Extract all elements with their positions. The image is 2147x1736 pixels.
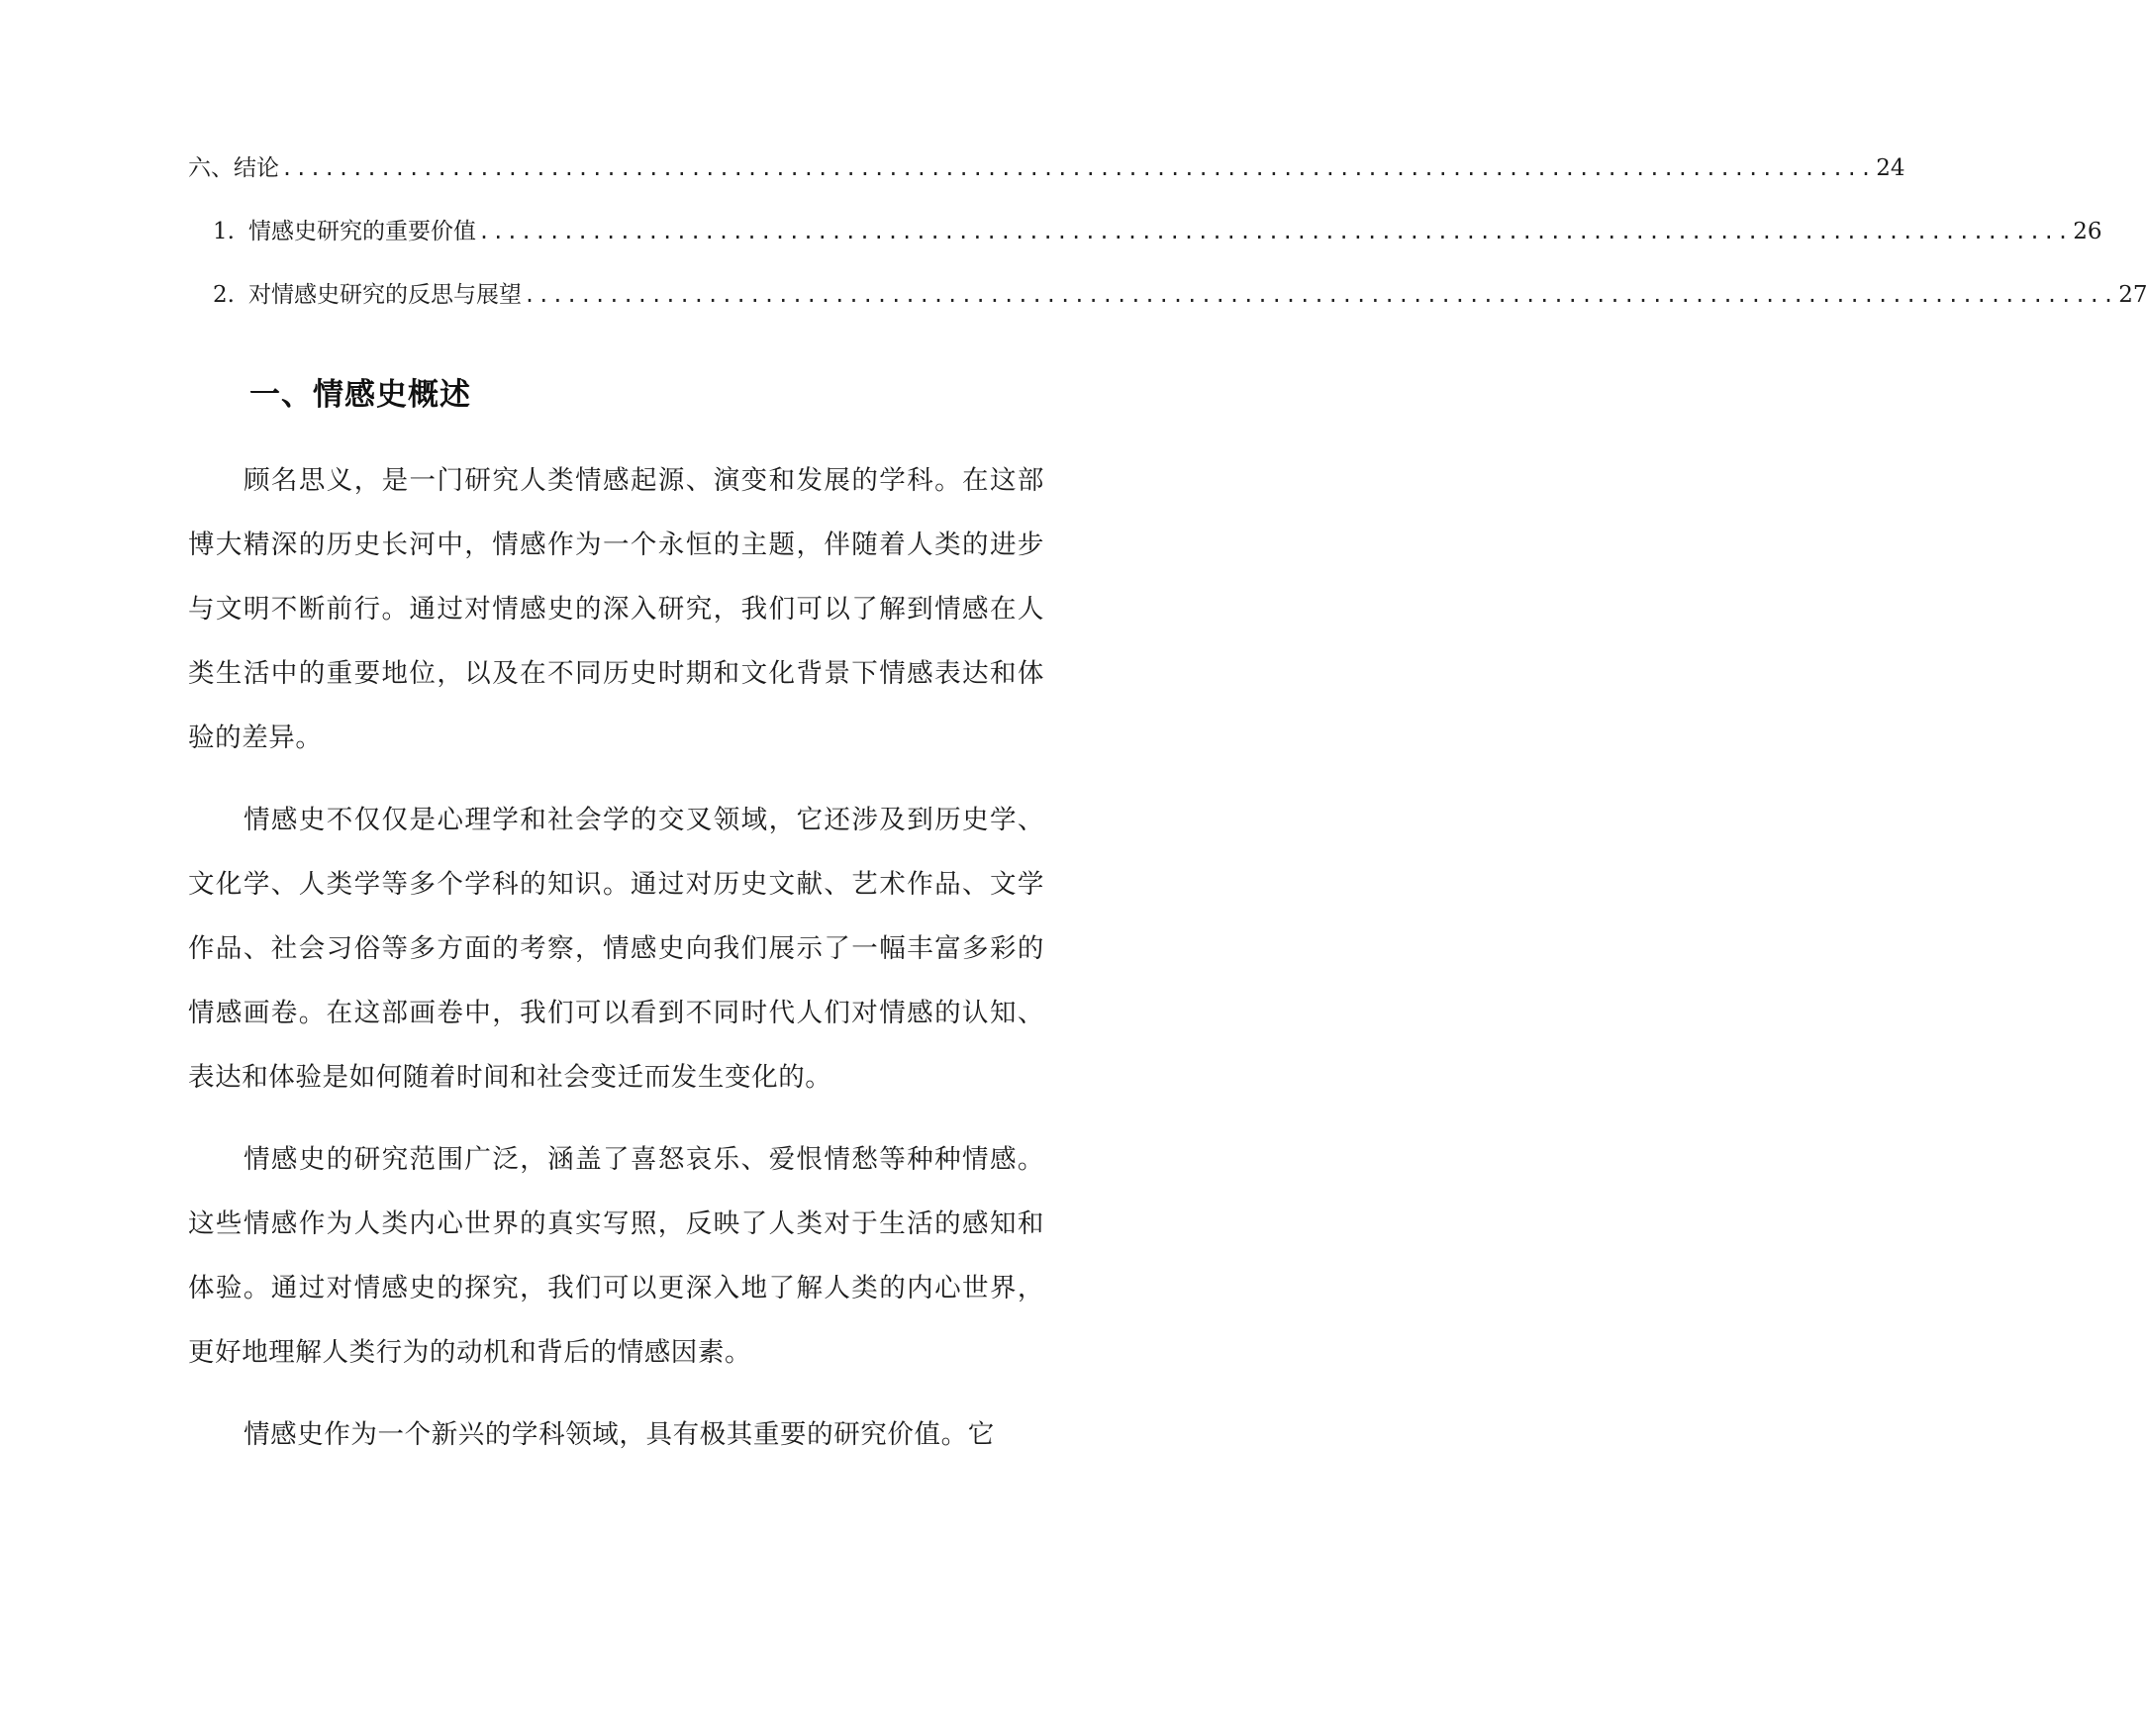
toc-entry-research-value[interactable] [188, 212, 2102, 275]
toc-entry-page-number: 27 [2118, 282, 2147, 308]
body-paragraph: 情感史不仅仅是心理学和社会学的交叉领域，它还涉及到历史学、文化学、人类学等多个学科的知识。通过对历史文献、艺术作品、文学作品、社会习俗等多方面的考察，情感史向我们展示了一幅丰富多彩的情感画卷。在这部画卷中，我们可以看到不同时代人们对情感的认知、表达和体验是如何随着时间和社会变迁而发生变化的。 [188, 805, 1044, 1093]
toc-entry-number: 2. [213, 282, 235, 308]
toc-entry-page-number: 24 [1876, 155, 1905, 181]
body-paragraph: 情感史作为一个新兴的学科领域，具有极其重要的研究价值。它 [244, 1419, 995, 1450]
section-body [188, 448, 1044, 1485]
toc-leader-dots: ................................................................................................................. [477, 220, 2072, 243]
toc-entry-label: 对情感史研究的反思与展望 [247, 282, 522, 308]
toc-entry-conclusion[interactable] [188, 148, 1905, 212]
body-paragraph: 顾名思义，是一门研究人类情感起源、演变和发展的学科。在这部博大精深的历史长河中，情感作为一个永恒的主题，伴随着人类的进步与文明不断前行。通过对情感史的深入研究，我们可以了解到情感在人类生活中的重要地位，以及在不同历史时期和文化背景下情感表达和体验的差异。 [188, 465, 1044, 753]
toc-entry-label: 六、结论 [188, 155, 279, 181]
toc-entry-page-number: 26 [2073, 219, 2102, 244]
body-paragraph: 情感史的研究范围广泛，涵盖了喜怒哀乐、爱恨情愁等种种情感。这些情感作为人类内心世界的真实写照，反映了人类对于生活的感知和体验。通过对情感史的探究，我们可以更深入地了解人类的内心世界，更好地理解人类行为的动机和背后的情感因素。 [188, 1144, 1044, 1368]
toc-leader-dots: ................................................................................................................. [281, 156, 1875, 180]
toc-entry-reflection-outlook[interactable] [188, 275, 2147, 338]
table-of-contents [188, 148, 2147, 338]
section-heading: 一、情感史概述 [249, 377, 471, 413]
toc-leader-dots: ................................................................................................................. [523, 283, 2117, 307]
toc-entry-label: 情感史研究的重要价值 [247, 219, 476, 244]
toc-entry-number: 1. [213, 219, 235, 244]
